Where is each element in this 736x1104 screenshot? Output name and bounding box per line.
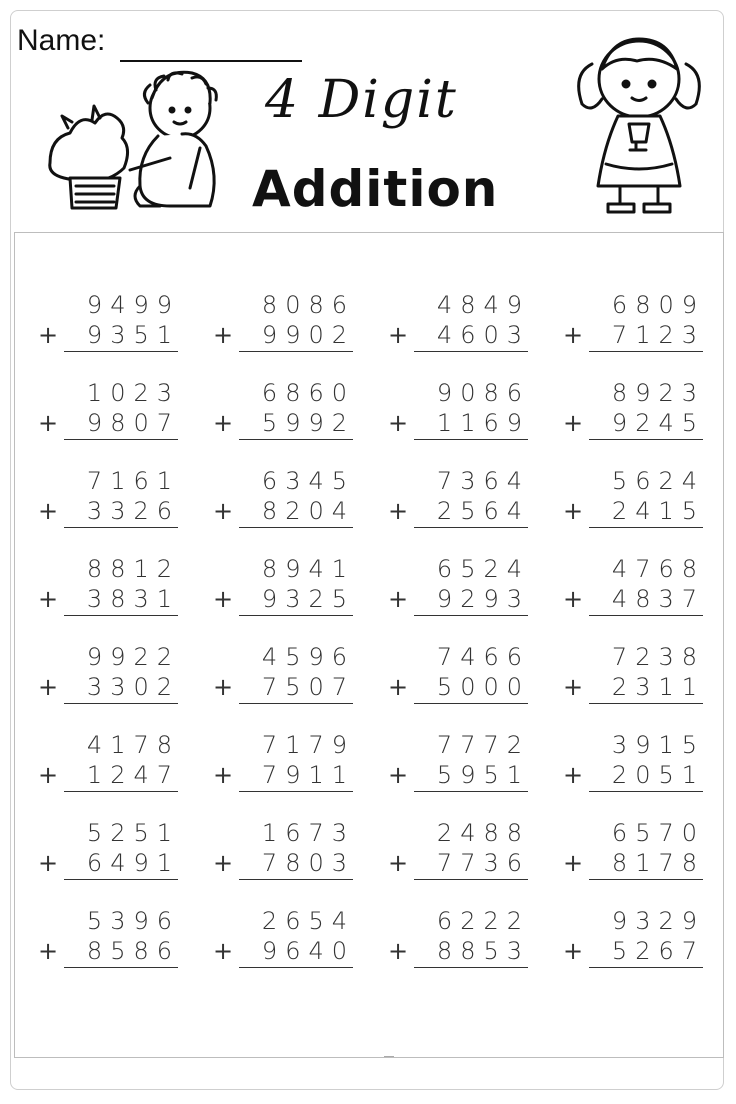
answer-line	[239, 879, 353, 880]
addend-top: 6809	[611, 291, 705, 319]
addend-bottom: 7736	[436, 849, 530, 877]
addend-top: 5251	[86, 819, 180, 847]
plus-sign: +	[563, 937, 584, 965]
plus-sign: +	[213, 761, 234, 789]
addition-problem	[380, 285, 530, 355]
addition-problem	[555, 461, 705, 531]
answer-line	[239, 439, 353, 440]
plus-sign: +	[388, 321, 409, 349]
addition-problem	[205, 637, 355, 707]
addend-top: 6345	[261, 467, 355, 495]
plus-sign: +	[213, 321, 234, 349]
addend-bottom: 8853	[436, 937, 530, 965]
answer-line	[589, 967, 703, 968]
addend-top: 2654	[261, 907, 355, 935]
answer-line	[589, 879, 703, 880]
answer-line	[589, 439, 703, 440]
addition-problem	[555, 549, 705, 619]
answer-line	[414, 439, 528, 440]
addend-top: 9086	[436, 379, 530, 407]
addition-problem	[555, 725, 705, 795]
addition-problem	[30, 725, 180, 795]
addend-top: 6524	[436, 555, 530, 583]
addition-problem	[555, 373, 705, 443]
answer-line	[64, 439, 178, 440]
plus-sign: +	[38, 673, 59, 701]
addend-bottom: 2051	[611, 761, 705, 789]
plus-sign: +	[563, 497, 584, 525]
answer-line	[239, 351, 353, 352]
addend-top: 7238	[611, 643, 705, 671]
addition-problem	[30, 901, 180, 971]
addition-problem	[555, 285, 705, 355]
addend-bottom: 2311	[611, 673, 705, 701]
addition-problem	[380, 637, 530, 707]
plus-sign: +	[388, 497, 409, 525]
addition-problem	[205, 549, 355, 619]
answer-line	[589, 527, 703, 528]
addend-bottom: 9351	[86, 321, 180, 349]
addition-problem	[205, 461, 355, 531]
addend-bottom: 7911	[261, 761, 355, 789]
addition-problem	[30, 549, 180, 619]
addend-top: 7364	[436, 467, 530, 495]
addend-bottom: 9807	[86, 409, 180, 437]
answer-line	[414, 527, 528, 528]
plus-sign: +	[38, 409, 59, 437]
plus-sign: +	[38, 497, 59, 525]
plus-sign: +	[563, 673, 584, 701]
addend-top: 7161	[86, 467, 180, 495]
addend-bottom: 7123	[611, 321, 705, 349]
addend-bottom: 7507	[261, 673, 355, 701]
addition-problem	[380, 461, 530, 531]
addend-bottom: 3831	[86, 585, 180, 613]
plus-sign: +	[213, 937, 234, 965]
name-line	[120, 60, 302, 62]
addend-top: 6570	[611, 819, 705, 847]
addend-top: 3915	[611, 731, 705, 759]
answer-line	[414, 615, 528, 616]
plus-sign: +	[563, 849, 584, 877]
addend-top: 9499	[86, 291, 180, 319]
addend-top: 4596	[261, 643, 355, 671]
addend-top: 9922	[86, 643, 180, 671]
addend-bottom: 1247	[86, 761, 180, 789]
addition-problem	[30, 461, 180, 531]
answer-line	[589, 615, 703, 616]
plus-sign: +	[38, 761, 59, 789]
plus-sign: +	[38, 937, 59, 965]
addend-bottom: 5267	[611, 937, 705, 965]
addend-bottom: 5992	[261, 409, 355, 437]
plus-sign: +	[388, 409, 409, 437]
addition-problem	[380, 813, 530, 883]
answer-line	[64, 351, 178, 352]
answer-line	[239, 527, 353, 528]
answer-line	[64, 879, 178, 880]
plus-sign: +	[388, 849, 409, 877]
addend-top: 8941	[261, 555, 355, 583]
answer-line	[589, 703, 703, 704]
answer-line	[589, 791, 703, 792]
plus-sign: +	[388, 761, 409, 789]
page-mark	[384, 1056, 394, 1057]
addend-bottom: 1169	[436, 409, 530, 437]
addend-top: 8812	[86, 555, 180, 583]
plus-sign: +	[563, 761, 584, 789]
addition-problem	[555, 813, 705, 883]
addend-top: 4178	[86, 731, 180, 759]
answer-line	[414, 703, 528, 704]
addition-problem	[380, 901, 530, 971]
addition-problem	[205, 373, 355, 443]
addend-top: 2488	[436, 819, 530, 847]
addition-problem	[380, 725, 530, 795]
boy-with-pet-clipart	[40, 68, 230, 218]
plus-sign: +	[213, 409, 234, 437]
addend-top: 6222	[436, 907, 530, 935]
name-label: Name:	[17, 24, 106, 57]
addend-top: 6860	[261, 379, 355, 407]
addend-bottom: 3302	[86, 673, 180, 701]
addend-bottom: 9325	[261, 585, 355, 613]
answer-line	[239, 967, 353, 968]
addend-bottom: 8178	[611, 849, 705, 877]
plus-sign: +	[213, 673, 234, 701]
addend-top: 1673	[261, 819, 355, 847]
addend-bottom: 8586	[86, 937, 180, 965]
plus-sign: +	[213, 849, 234, 877]
addition-problem	[30, 285, 180, 355]
addend-bottom: 2564	[436, 497, 530, 525]
plus-sign: +	[388, 937, 409, 965]
addend-top: 5624	[611, 467, 705, 495]
addend-top: 7772	[436, 731, 530, 759]
addition-problem	[30, 637, 180, 707]
plus-sign: +	[213, 497, 234, 525]
addition-problem	[380, 373, 530, 443]
addition-problem	[30, 813, 180, 883]
answer-line	[64, 967, 178, 968]
addend-bottom: 8204	[261, 497, 355, 525]
answer-line	[64, 703, 178, 704]
addend-bottom: 4837	[611, 585, 705, 613]
addend-top: 8923	[611, 379, 705, 407]
addend-bottom: 4603	[436, 321, 530, 349]
addition-problem	[555, 901, 705, 971]
plus-sign: +	[563, 585, 584, 613]
addend-bottom: 7803	[261, 849, 355, 877]
addend-bottom: 9640	[261, 937, 355, 965]
answer-line	[239, 791, 353, 792]
addend-top: 4849	[436, 291, 530, 319]
addend-bottom: 6491	[86, 849, 180, 877]
answer-line	[414, 351, 528, 352]
addition-problem	[205, 725, 355, 795]
answer-line	[64, 527, 178, 528]
addition-problem	[380, 549, 530, 619]
answer-line	[239, 615, 353, 616]
addition-problem	[205, 285, 355, 355]
addend-top: 7466	[436, 643, 530, 671]
addition-problem	[555, 637, 705, 707]
answer-line	[64, 791, 178, 792]
title-line-1: 4 Digit	[265, 70, 458, 130]
girl-with-trophy-clipart	[574, 24, 704, 219]
plus-sign: +	[38, 849, 59, 877]
answer-line	[64, 615, 178, 616]
title-line-2: Addition	[252, 160, 499, 218]
answer-line	[414, 791, 528, 792]
addend-bottom: 2415	[611, 497, 705, 525]
plus-sign: +	[563, 321, 584, 349]
plus-sign: +	[38, 321, 59, 349]
answer-line	[589, 351, 703, 352]
addition-problem	[205, 901, 355, 971]
addend-bottom: 9245	[611, 409, 705, 437]
addend-top: 5396	[86, 907, 180, 935]
addend-bottom: 5000	[436, 673, 530, 701]
addend-top: 1023	[86, 379, 180, 407]
addend-top: 7179	[261, 731, 355, 759]
addend-bottom: 5951	[436, 761, 530, 789]
addend-bottom: 9902	[261, 321, 355, 349]
answer-line	[239, 703, 353, 704]
answer-line	[414, 967, 528, 968]
plus-sign: +	[388, 673, 409, 701]
addend-bottom: 9293	[436, 585, 530, 613]
plus-sign: +	[213, 585, 234, 613]
problem-grid	[30, 285, 710, 985]
plus-sign: +	[38, 585, 59, 613]
answer-line	[414, 879, 528, 880]
plus-sign: +	[388, 585, 409, 613]
addition-problem	[30, 373, 180, 443]
addend-top: 8086	[261, 291, 355, 319]
addition-problem	[205, 813, 355, 883]
addend-bottom: 3326	[86, 497, 180, 525]
addend-top: 9329	[611, 907, 705, 935]
addend-top: 4768	[611, 555, 705, 583]
plus-sign: +	[563, 409, 584, 437]
